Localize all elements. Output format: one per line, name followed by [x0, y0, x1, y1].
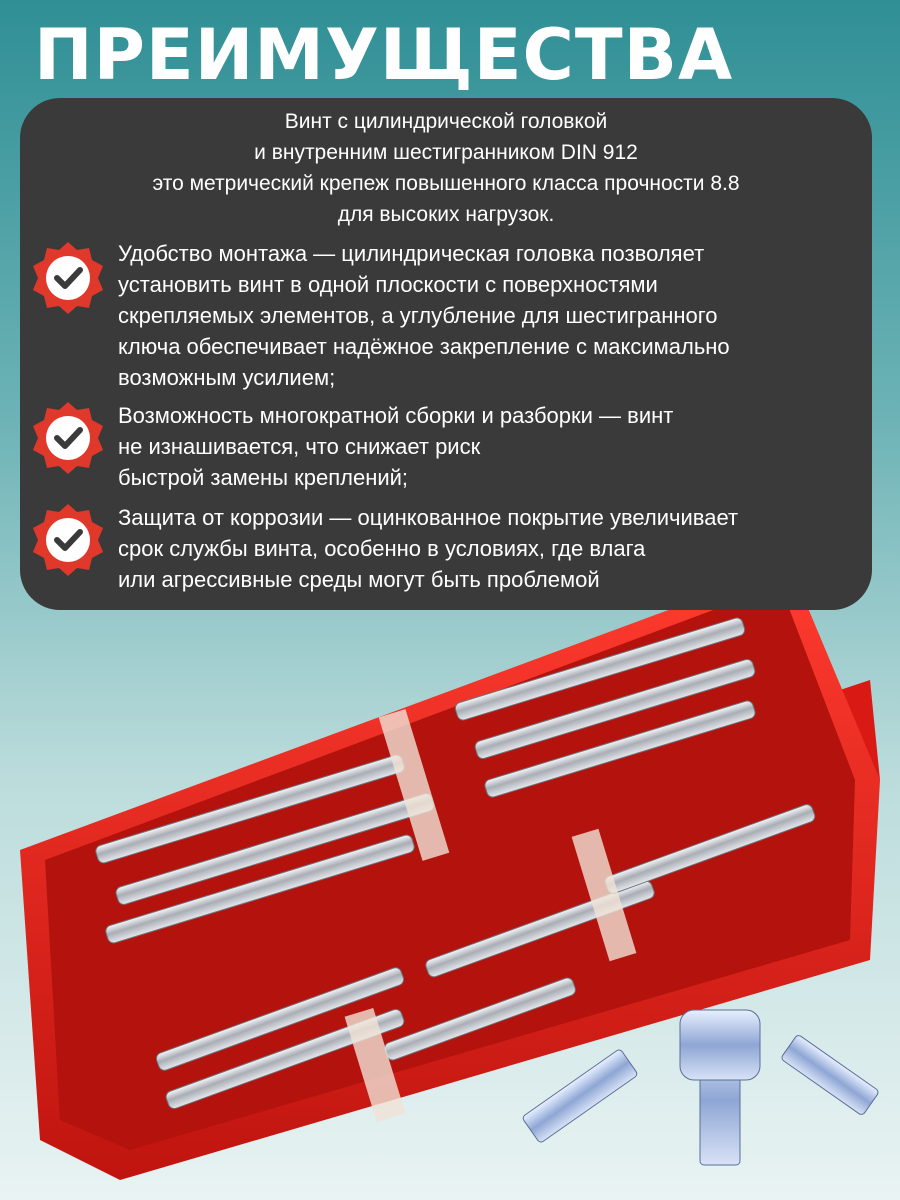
benefit-text	[118, 238, 730, 393]
benefit-line: Удобство монтажа — цилиндрическая головка позволяет	[118, 241, 705, 266]
benefit-line: Возможность многократной сборки и разборки — винт	[118, 403, 674, 428]
check-badge-icon	[30, 502, 106, 578]
benefit-line: не изнашивается, что снижает риск	[118, 434, 481, 459]
benefit-line: срок службы винта, особенно в условиях, где влага	[118, 536, 646, 561]
check-badge-icon	[30, 400, 106, 476]
product-photo	[0, 540, 900, 1200]
intro-line: для высоких нагрузок.	[337, 203, 555, 226]
benefit-line: быстрой замены креплений;	[118, 465, 409, 490]
benefit-text	[118, 400, 673, 493]
benefit-line: возможным усилием;	[118, 365, 336, 390]
benefit-line: установить винт в одной плоскости с поверхностями	[118, 272, 658, 297]
benefit-line: или агрессивные среды могут быть проблемой	[118, 567, 600, 592]
intro-line: это метрический крепеж повышенного класса прочности 8.8	[152, 172, 740, 195]
benefit-line: скрепляемых элементов, а углубление для шестигранного	[118, 303, 718, 328]
intro-line: и внутренним шестигранником DIN 912	[254, 141, 638, 164]
check-badge-icon	[30, 240, 106, 316]
benefit-text	[118, 502, 738, 595]
page-title: ПРЕИМУЩЕСТВА	[34, 14, 734, 96]
intro-text	[20, 106, 872, 230]
benefit-line: Защита от коррозии — оцинкованное покрытие увеличивает	[118, 505, 739, 530]
intro-line: Винт с цилиндрической головкой	[284, 110, 608, 133]
benefit-line: ключа обеспечивает надёжное закрепление с максимально	[118, 334, 730, 359]
advantages-panel	[20, 98, 872, 610]
